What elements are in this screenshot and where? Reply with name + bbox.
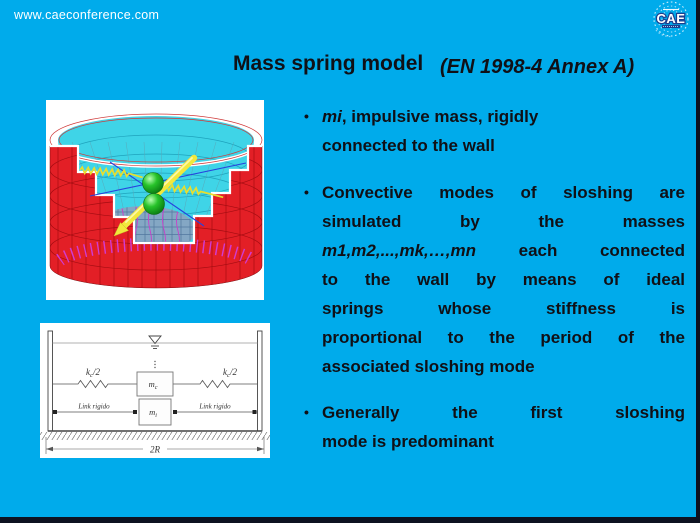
spring-mass-diagram <box>40 323 270 458</box>
standard-reference: (EN 1998-4 Annex A) <box>440 56 635 78</box>
bullet-text: , impulsive mass, rigidly <box>341 107 539 126</box>
bullet-text: m1,m2,...,mk,…,mn <box>322 241 476 260</box>
bullet-text: connected to the wall <box>322 136 495 155</box>
rigid-link-label-left: Link rigido <box>78 402 110 411</box>
tank-3d-model <box>46 100 264 300</box>
rigid-link-label-right: Link rigido <box>199 402 231 411</box>
impulsive-mass-label: $m_i$ <box>149 407 157 419</box>
spring-stiffness-label-left: $k_c/2$ <box>86 367 100 379</box>
cae-conference-logo-icon <box>650 0 694 40</box>
spring-mass-diagram-figure <box>40 323 270 458</box>
tank-wall-right <box>258 331 263 431</box>
bullet-text: mi <box>322 107 342 126</box>
bullet-text: each connected to the wall by means of ideal springs whose stiffness is proportional to the period of the associated sloshing mode <box>322 241 685 376</box>
bullet-text: Generally the first sloshing mode is predominant <box>322 403 685 451</box>
ground-hatch <box>40 432 270 440</box>
bullet-marker: • <box>304 108 309 124</box>
bullet-item-impulsive-mass <box>303 102 685 160</box>
bullet-list <box>303 102 685 456</box>
spring-stiffness-label-right: $k_c/2$ <box>223 367 237 379</box>
bullet-marker: • <box>304 184 309 200</box>
bullet-item-convective-modes <box>303 178 685 381</box>
website-url: www.caeconference.com <box>14 8 160 22</box>
bullet-marker: • <box>304 404 309 420</box>
bullet-text: Convective modes of sloshing are simulated by the masses <box>322 183 685 231</box>
bullet-item-first-sloshing-mode <box>303 398 685 456</box>
tank-3d-figure <box>46 100 264 300</box>
vertical-dots <box>154 361 155 368</box>
slide-title: Mass spring model <box>233 52 424 75</box>
logo-cae-text: CAE <box>656 11 686 26</box>
tank-wall-left <box>48 331 53 431</box>
convective-mass-label: $m_c$ <box>148 379 158 391</box>
diameter-label: 2R <box>150 444 160 455</box>
convective-mass-sphere <box>143 173 164 194</box>
impulsive-mass-sphere <box>144 194 165 215</box>
